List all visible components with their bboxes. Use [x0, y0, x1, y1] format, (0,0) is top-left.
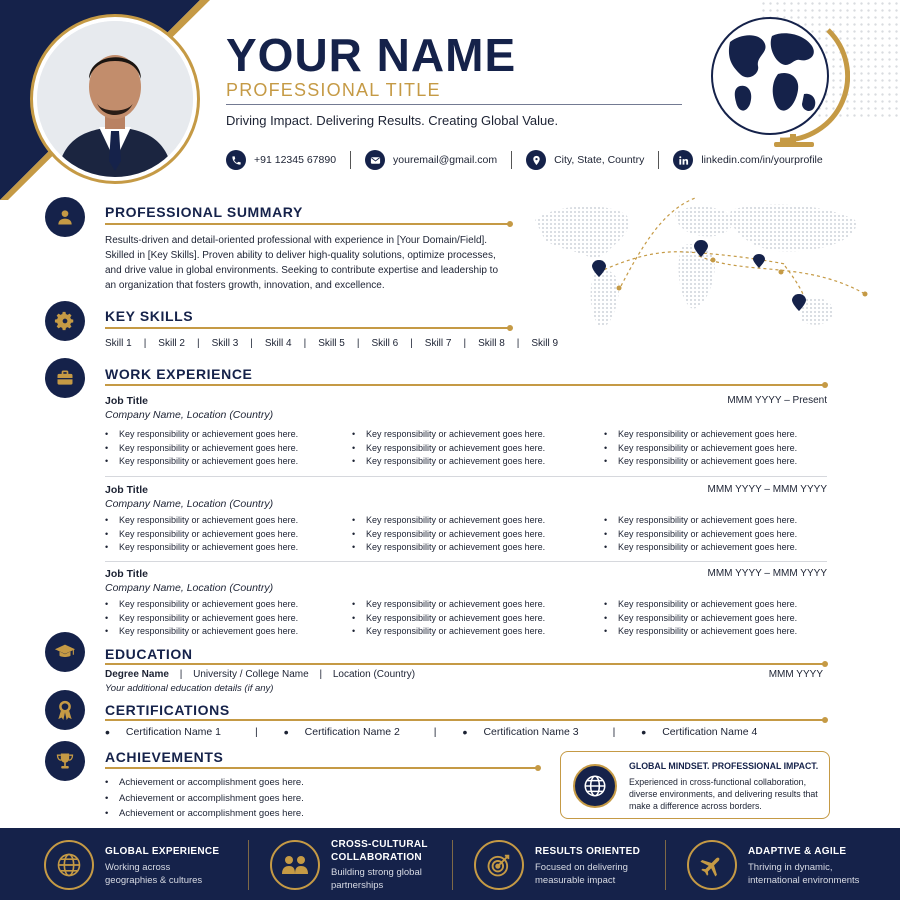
skill-separator: |: [196, 338, 200, 349]
feature-text: Thriving in dynamic, international environments: [748, 862, 860, 886]
global-mindset-card: [560, 751, 830, 819]
job-bullets-col-1: [105, 598, 298, 639]
mindset-text: Experienced in cross-functional collaboration, diverse environments, and delivering results that make a difference across borders.: [629, 777, 818, 811]
feature-title: RESULTS ORIENTED: [535, 846, 641, 857]
job-entry-2: [105, 484, 827, 560]
certifications-list: [105, 726, 757, 738]
job-bullet: • Key responsibility or achievement goes here.: [105, 612, 298, 626]
feature-global-experience: [44, 828, 244, 900]
feature-separator: [665, 840, 666, 890]
contact-bar: [226, 150, 823, 170]
job-bullet: • Key responsibility or achievement goes here.: [604, 528, 797, 542]
job-bullets-col-2: [352, 598, 545, 639]
job-bullet: • Key responsibility or achievement goes here.: [604, 625, 797, 639]
job-bullets-col-1: [105, 514, 298, 555]
feature-text: Focused on delivering measurable impact: [535, 862, 628, 886]
summary-rule: [105, 223, 510, 225]
contact-separator: [511, 151, 512, 169]
job-company: Company Name, Location (Country): [105, 582, 274, 594]
user-icon: [45, 197, 85, 237]
job-bullets-col-2: [352, 514, 545, 555]
certification-item: • Certification Name 1: [105, 724, 222, 740]
skill-separator: |: [303, 338, 307, 349]
skill-item: Skill 2: [158, 338, 185, 349]
job-entry-3: [105, 568, 827, 644]
footer-bar: [0, 828, 900, 900]
feature-cross-cultural: [270, 828, 450, 900]
feature-title: GLOBAL EXPERIENCE: [105, 846, 220, 857]
achievements-heading: ACHIEVEMENTS: [105, 749, 224, 765]
job-company: Company Name, Location (Country): [105, 498, 274, 510]
professional-title: PROFESSIONAL TITLE: [226, 80, 441, 100]
job-title: Job Title: [105, 484, 148, 496]
education-details: Your additional education details (if any): [105, 683, 274, 694]
summary-heading: PROFESSIONAL SUMMARY: [105, 204, 303, 220]
feature-title: CROSS-CULTURAL COLLABORATION: [331, 839, 428, 863]
job-bullet: • Key responsibility or achievement goes here.: [604, 541, 797, 555]
job-bullet: • Key responsibility or achievement goes here.: [352, 612, 545, 626]
trophy-icon: [45, 741, 85, 781]
skills-heading: KEY SKILLS: [105, 308, 194, 324]
skill-separator: |: [463, 338, 467, 349]
job-bullets-col-1: [105, 428, 298, 469]
contact-email[interactable]: [365, 150, 497, 170]
job-bullets-col-3: [604, 428, 797, 469]
certification-item: • Certification Name 4: [641, 724, 758, 740]
team-icon: [270, 840, 320, 890]
feature-results-oriented: [474, 828, 664, 900]
job-bullet: • Key responsibility or achievement goes here.: [604, 514, 797, 528]
skill-separator: |: [250, 338, 253, 349]
location-icon: [526, 150, 546, 170]
skill-item: Skill 4: [264, 338, 292, 349]
certification-name: Certification Name 2: [304, 726, 400, 738]
contact-phone-text: +91 12345 67890: [254, 154, 337, 166]
profile-photo: [37, 21, 193, 177]
job-bullet: • Key responsibility or achievement goes here.: [105, 442, 298, 456]
feature-title: ADAPTIVE & AGILE: [748, 846, 847, 857]
feature-text: Working across geographies & cultures: [105, 862, 203, 886]
skill-item: Skill 5: [318, 338, 345, 349]
skill-item: Skill 6: [371, 338, 399, 349]
job-dates: MMM YYYY – MMM YYYY: [707, 568, 827, 579]
degree-name: Degree Name: [105, 669, 169, 680]
job-bullet: • Key responsibility or achievement goes here.: [604, 442, 797, 456]
feature-separator: [248, 840, 249, 890]
skill-item: Skill 1: [105, 338, 132, 349]
briefcase-icon: [45, 358, 85, 398]
job-bullet: • Key responsibility or achievement goes here.: [105, 598, 298, 612]
world-map-decoration: [525, 190, 875, 350]
achievements-list: [105, 775, 304, 822]
job-entry-1: [105, 395, 827, 475]
job-bullet: • Key responsibility or achievement goes here.: [352, 528, 545, 542]
experience-rule: [105, 384, 825, 386]
skill-item: Skill 7: [424, 338, 452, 349]
job-dates: MMM YYYY – Present: [727, 395, 827, 406]
job-divider: [105, 561, 827, 562]
skill-separator: |: [356, 338, 360, 349]
job-bullet: • Key responsibility or achievement goes here.: [604, 612, 797, 626]
summary-text: Results-driven and detail-oriented professional with experience in [Your Domain/Field]. Skilled in [Key Skills]. Proven ability to deliver high-quality solutions, optimize processes, and drive value in global environments. Seeking to contribute expertise and leadership to an organization that fosters growth, innovation, and excellence.: [105, 235, 499, 291]
job-bullet: • Key responsibility or achievement goes here.: [352, 428, 545, 442]
job-bullet: • Key responsibility or achievement goes here.: [352, 442, 545, 456]
job-bullet: • Key responsibility or achievement goes here.: [352, 514, 545, 528]
job-bullet: • Key responsibility or achievement goes here.: [105, 428, 298, 442]
skill-separator: |: [143, 338, 147, 349]
achievement-item: • Achievement or accomplishment goes here.: [105, 806, 304, 822]
education-rule: [105, 663, 825, 665]
education-location: Location (Country): [332, 669, 416, 680]
education-separator: |: [179, 669, 183, 680]
feature-separator: [452, 840, 453, 890]
job-bullet: • Key responsibility or achievement goes here.: [105, 514, 298, 528]
feature-adaptive-agile: [687, 828, 887, 900]
skill-separator: |: [410, 338, 413, 349]
email-icon: [365, 150, 385, 170]
target-icon: [474, 840, 524, 890]
certification-item: • Certification Name 2: [283, 724, 400, 740]
job-bullet: • Key responsibility or achievement goes here.: [604, 428, 797, 442]
job-title: Job Title: [105, 395, 148, 407]
job-bullet: • Key responsibility or achievement goes here.: [604, 455, 797, 469]
job-bullet: • Key responsibility or achievement goes here.: [604, 598, 797, 612]
certification-separator: |: [255, 726, 258, 738]
education-line: [105, 669, 415, 680]
phone-icon: [226, 150, 246, 170]
achievement-item: • Achievement or accomplishment goes here.: [105, 775, 304, 791]
job-bullet: • Key responsibility or achievement goes here.: [105, 625, 298, 639]
job-divider: [105, 476, 827, 477]
experience-heading: WORK EXPERIENCE: [105, 366, 253, 382]
contact-email-text: youremail@gmail.com: [393, 154, 498, 166]
gear-icon: [45, 301, 85, 341]
contact-location-text: City, State, Country: [554, 154, 645, 166]
certification-name: Certification Name 1: [125, 726, 222, 738]
education-separator: |: [319, 669, 323, 680]
profile-photo-frame: [30, 14, 200, 184]
education-date: MMM YYYY: [768, 669, 823, 680]
university-name: University / College Name: [193, 669, 309, 680]
contact-separator: [658, 151, 659, 169]
job-bullet: • Key responsibility or achievement goes here.: [352, 455, 545, 469]
job-bullet: • Key responsibility or achievement goes here.: [105, 455, 298, 469]
globe-icon: [573, 764, 617, 808]
linkedin-icon: [673, 150, 693, 170]
certifications-heading: CERTIFICATIONS: [105, 702, 230, 718]
globe-icon: [44, 840, 94, 890]
achievements-rule: [105, 767, 538, 769]
mindset-title: GLOBAL MINDSET. PROFESSIONAL IMPACT.: [629, 761, 819, 771]
skill-separator: |: [516, 338, 520, 349]
certification-separator: |: [612, 726, 616, 738]
skill-item: Skill 9: [531, 338, 559, 349]
job-bullet: • Key responsibility or achievement goes here.: [352, 598, 545, 612]
tagline: Driving Impact. Delivering Results. Creating Global Value.: [226, 113, 559, 128]
airplane-icon: [687, 840, 737, 890]
award-ribbon-icon: [45, 690, 85, 730]
globe-illustration: [700, 12, 850, 152]
achievement-item: • Achievement or accomplishment goes here.: [105, 791, 304, 807]
job-title: Job Title: [105, 568, 148, 580]
job-bullets-col-3: [604, 598, 797, 639]
contact-location[interactable]: [526, 150, 644, 170]
contact-linkedin-text: linkedin.com/in/yourprofile: [701, 154, 823, 166]
skill-item: Skill 3: [211, 338, 239, 349]
certification-name: Certification Name 4: [662, 726, 758, 738]
feature-text: Building strong global partnerships: [331, 867, 422, 891]
contact-separator: [350, 151, 351, 169]
job-company: Company Name, Location (Country): [105, 409, 274, 421]
job-bullets-col-3: [604, 514, 797, 555]
title-divider: [226, 104, 682, 105]
contact-phone[interactable]: [226, 150, 336, 170]
job-bullet: • Key responsibility or achievement goes here.: [105, 541, 298, 555]
candidate-name: YOUR NAME: [226, 29, 517, 81]
job-bullet: • Key responsibility or achievement goes here.: [352, 625, 545, 639]
graduation-cap-icon: [45, 632, 85, 672]
certification-name: Certification Name 3: [483, 726, 579, 738]
certification-separator: |: [433, 726, 437, 738]
job-bullet: • Key responsibility or achievement goes here.: [105, 528, 298, 542]
job-dates: MMM YYYY – MMM YYYY: [707, 484, 827, 495]
skill-item: Skill 8: [478, 338, 505, 349]
job-bullet: • Key responsibility or achievement goes here.: [352, 541, 545, 555]
certifications-rule: [105, 719, 825, 721]
skills-list: [105, 338, 558, 349]
skills-rule: [105, 327, 510, 329]
education-heading: EDUCATION: [105, 646, 193, 662]
job-bullets-col-2: [352, 428, 545, 469]
certification-item: • Certification Name 3: [462, 724, 579, 740]
contact-linkedin[interactable]: [673, 150, 822, 170]
